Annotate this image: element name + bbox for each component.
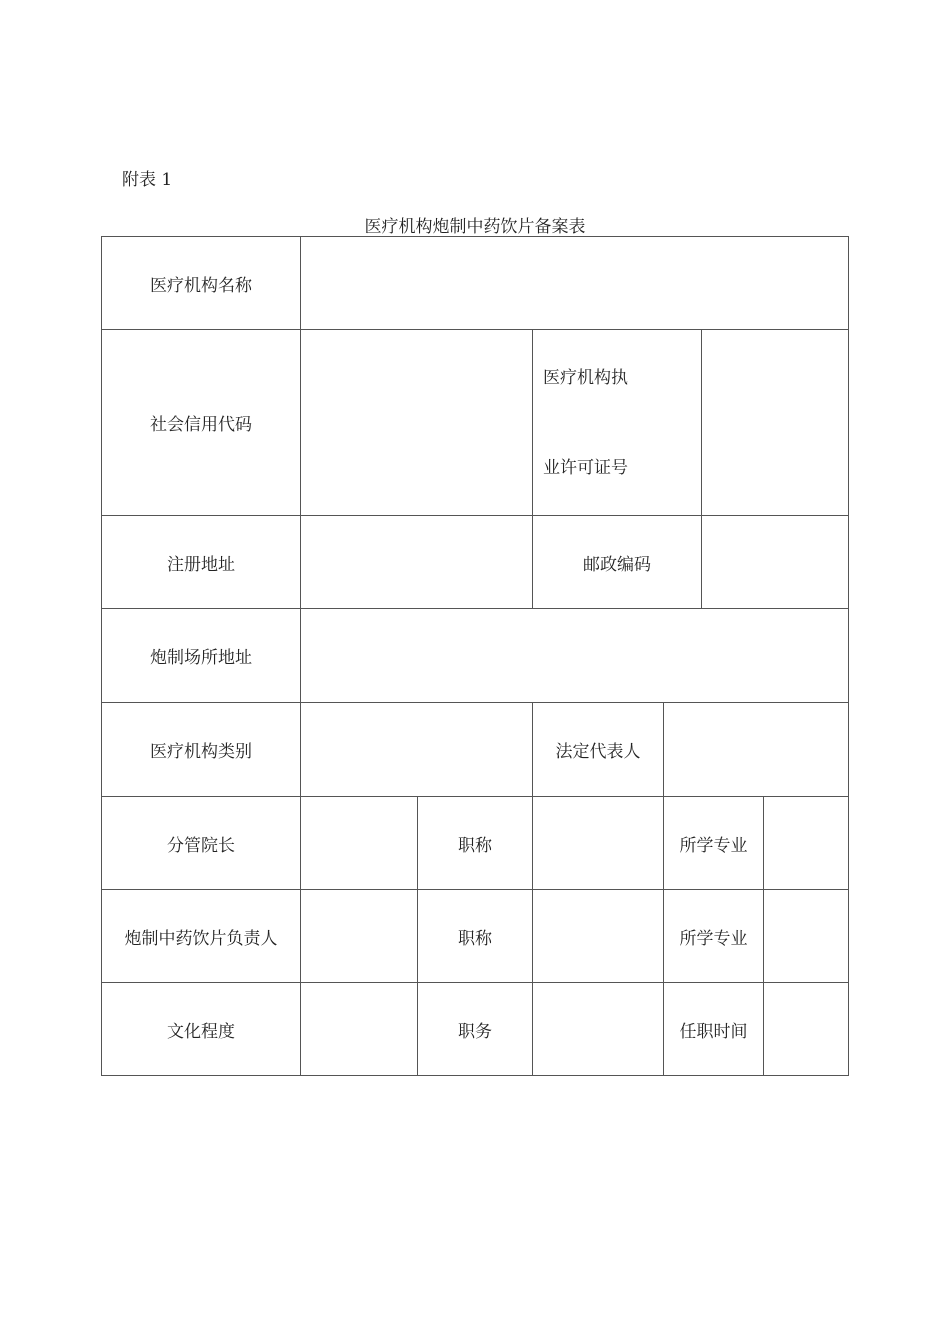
duty-field[interactable] bbox=[532, 982, 664, 1076]
license-number-field[interactable] bbox=[701, 329, 849, 516]
legal-representative-label: 法定代表人 bbox=[532, 702, 664, 797]
legal-representative-field[interactable] bbox=[663, 702, 849, 797]
processing-head-major-field[interactable] bbox=[763, 889, 849, 983]
processing-site-address-label: 炮制场所地址 bbox=[101, 608, 301, 703]
postal-code-field[interactable] bbox=[701, 515, 849, 609]
processing-head-label: 炮制中药饮片负责人 bbox=[101, 889, 301, 983]
vice-president-label: 分管院长 bbox=[101, 796, 301, 890]
processing-head-title-field[interactable] bbox=[532, 889, 664, 983]
institution-name-field[interactable] bbox=[300, 236, 849, 330]
vice-president-major-field[interactable] bbox=[763, 796, 849, 890]
license-label-line2: 业许可证号 bbox=[543, 457, 628, 478]
postal-code-label: 邮政编码 bbox=[532, 515, 702, 609]
education-level-label: 文化程度 bbox=[101, 982, 301, 1076]
credit-code-field[interactable] bbox=[300, 329, 533, 516]
duty-label: 职务 bbox=[417, 982, 533, 1076]
education-level-field[interactable] bbox=[300, 982, 418, 1076]
institution-category-label: 医疗机构类别 bbox=[101, 702, 301, 797]
registered-address-label: 注册地址 bbox=[101, 515, 301, 609]
vice-president-field[interactable] bbox=[300, 796, 418, 890]
processing-head-field[interactable] bbox=[300, 889, 418, 983]
annex-label: 附表 1 bbox=[122, 170, 173, 190]
form-title: 医疗机构炮制中药饮片备案表 bbox=[364, 217, 586, 237]
vice-president-major-label: 所学专业 bbox=[663, 796, 764, 890]
institution-category-field[interactable] bbox=[300, 702, 533, 797]
tenure-field[interactable] bbox=[763, 982, 849, 1076]
institution-name-label: 医疗机构名称 bbox=[101, 236, 301, 330]
registered-address-field[interactable] bbox=[300, 515, 533, 609]
processing-head-major-label: 所学专业 bbox=[663, 889, 764, 983]
tenure-label: 任职时间 bbox=[663, 982, 764, 1076]
vice-president-title-field[interactable] bbox=[532, 796, 664, 890]
license-label-line1: 医疗机构执 bbox=[543, 367, 628, 388]
processing-site-address-field[interactable] bbox=[300, 608, 849, 703]
license-number-label bbox=[532, 329, 702, 516]
credit-code-label: 社会信用代码 bbox=[101, 329, 301, 516]
vice-president-title-label: 职称 bbox=[417, 796, 533, 890]
processing-head-title-label: 职称 bbox=[417, 889, 533, 983]
